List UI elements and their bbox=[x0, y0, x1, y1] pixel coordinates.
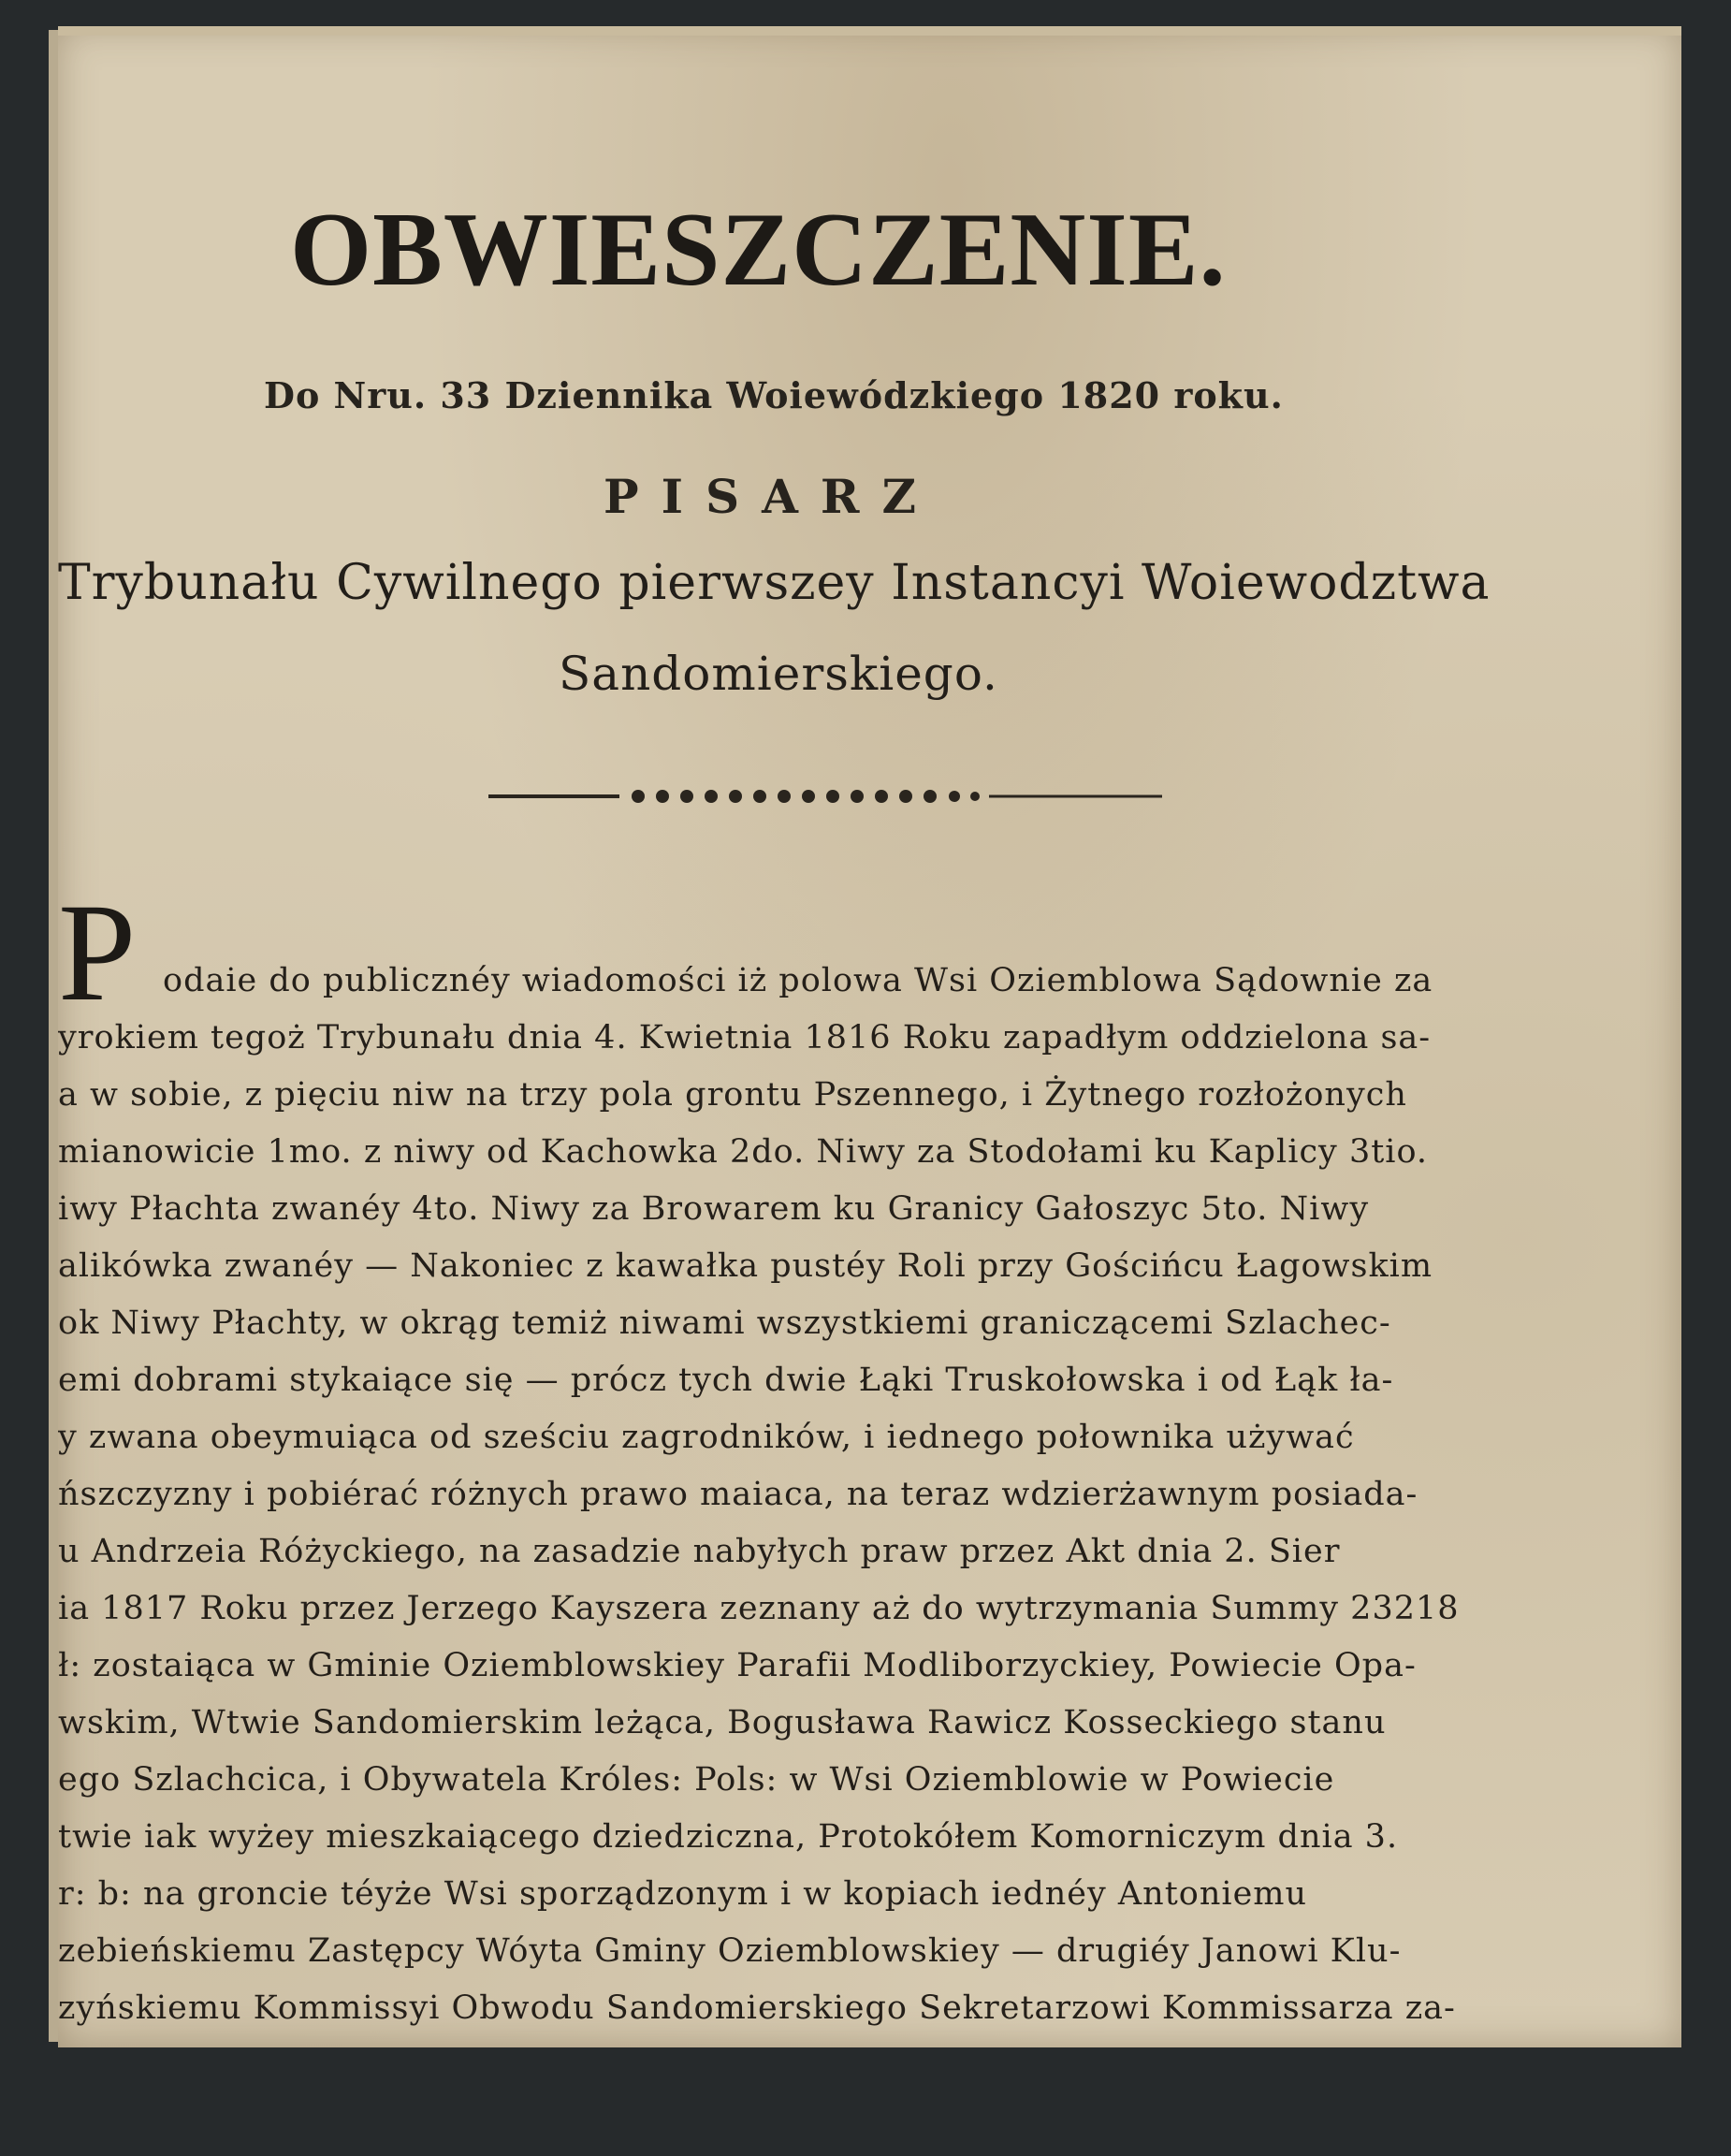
document-page bbox=[58, 26, 1681, 2047]
subheading: Do Nru. 33 Dziennika Woiewódzkiego 1820 roku. bbox=[264, 374, 1284, 416]
text-line: a w sobie, z pięciu niw na trzy pola grontu Pszennego, i Żytnego rozłożonych bbox=[58, 1076, 1407, 1114]
text-line: ł: zostaiąca w Gminie Oziemblowskiey Parafii Modliborzyckiey, Powiecie Opa- bbox=[58, 1647, 1417, 1684]
text-line: alikówka zwanéy — Nakoniec z kawałka pustéy Roli przy Gościńcu Łagowskim bbox=[58, 1247, 1433, 1285]
text-line: yrokiem tegoż Trybunału dnia 4. Kwietnia 1816 Roku zapadłym oddzielona sa- bbox=[58, 1019, 1432, 1056]
text-line: ia 1817 Roku przez Jerzego Kayszera zeznany aż do wytrzymania Summy 23218 bbox=[58, 1590, 1460, 1627]
region-heading: Sandomierskiego. bbox=[559, 647, 998, 701]
tribunal-heading: Trybunału Cywilnego pierwszey Instancyi Woiewodztwa bbox=[58, 555, 1491, 611]
text-line: u Andrzeia Różyckiego, na zasadzie nabyłych praw przez Akt dnia 2. Sier bbox=[58, 1533, 1341, 1570]
text-line: r: b: na groncie téyże Wsi sporządzonym i w kopiach iednéy Antoniemu bbox=[58, 1875, 1308, 1913]
text-line: ok Niwy Płachty, w okrąg temiż niwami wszystkiemi graniczącemi Szlachec- bbox=[58, 1304, 1391, 1342]
text-line: ńszczyzny i pobiérać różnych prawo maiaca, na teraz wdzierżawnym posiada- bbox=[58, 1476, 1418, 1513]
text-line: y zwana obeymuiąca od sześciu zagrodników, i iednego połownika używać bbox=[58, 1419, 1355, 1456]
text-line: wskim, Wtwie Sandomierskim leżąca, Bogusława Rawicz Kosseckiego stanu bbox=[58, 1704, 1387, 1741]
text-line: zebieńskiemu Zastępcy Wóyta Gminy Oziemblowskiey — drugiéy Janowi Klu- bbox=[58, 1932, 1402, 1970]
text-line: zyńskiemu Kommissyi Obwodu Sandomierskiego Sekretarzowi Kommissarza za- bbox=[58, 1989, 1456, 2027]
text-line: ego Szlachcica, i Obywatela Króles: Pols: w Wsi Oziemblowie w Powiecie bbox=[58, 1761, 1335, 1799]
text-line: twie iak wyżey mieszkaiącego dziedziczna, Protokółem Komorniczym dnia 3. bbox=[58, 1818, 1399, 1856]
pisarz-heading: PISARZ bbox=[604, 469, 938, 524]
text-line: mianowicie 1mo. z niwy od Kachowka 2do. Niwy za Stodołami ku Kaplicy 3tio. bbox=[58, 1133, 1429, 1171]
drop-cap: P bbox=[58, 875, 137, 1030]
text-line: iwy Płachta zwanéy 4to. Niwy za Browarem ku Granicy Gałoszyc 5to. Niwy bbox=[58, 1190, 1370, 1228]
text-line: emi dobrami stykaiące się — prócz tych dwie Łąki Truskołowska i od Łąk ła- bbox=[58, 1362, 1394, 1399]
title-text: OBWIESZCZENIE. bbox=[290, 192, 1227, 308]
page-top-edge bbox=[58, 26, 1681, 36]
page-title bbox=[58, 190, 1681, 311]
text-line: odaie do publicznéy wiadomości iż polowa Wsi Oziemblowa Sądownie za bbox=[163, 962, 1433, 999]
ornamental-divider bbox=[488, 786, 1162, 807]
